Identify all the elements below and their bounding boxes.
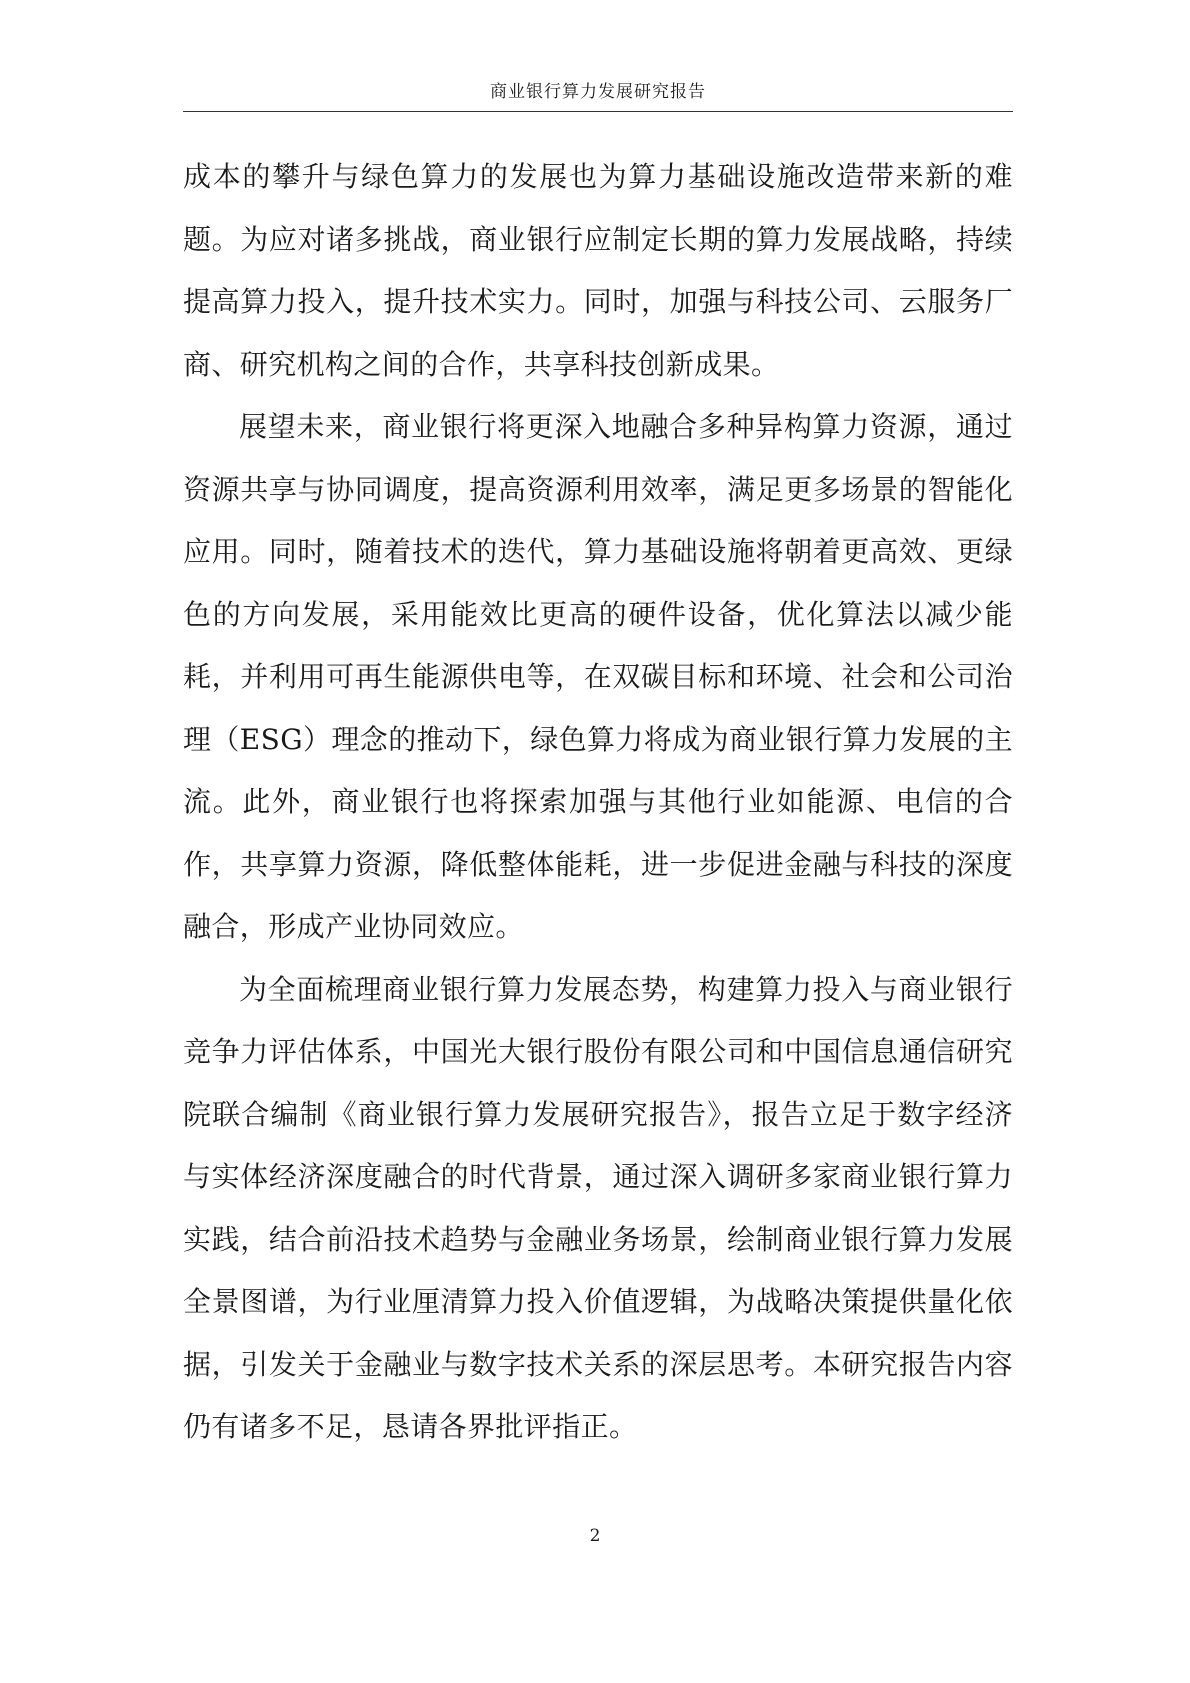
paragraph-outlook: 展望未来，商业银行将更深入地融合多种异构算力资源，通过资源共享与协同调度，提高资源利用效率，满足更多场景的智能化应用。同时，随着技术的迭代，算力基础设施将朝着更高效、更绿色的方向发展，采用能效比更高的硬件设备，优化算法以减少能耗，并利用可再生能源供电等，在双碳目标和环境、社会和公司治理（ESG）理念的推动下，绿色算力将成为商业银行算力发展的主流。此外，商业银行也将探索加强与其他行业如能源、电信的合作，共享算力资源，降低整体能耗，进一步促进金融与科技的深度融合，形成产业协同效应。 bbox=[183, 410, 1013, 943]
paragraph-challenges: 成本的攀升与绿色算力的发展也为算力基础设施改造带来新的难题。为应对诸多挑战，商业银行应制定长期的算力发展战略，持续提高算力投入，提升技术实力。同时，加强与科技公司、云服务厂商、研究机构之间的合作，共享科技创新成果。 bbox=[183, 160, 1013, 381]
paragraph-report-purpose: 为全面梳理商业银行算力发展态势，构建算力投入与商业银行竞争力评估体系，中国光大银行股份有限公司和中国信息通信研究院联合编制《商业银行算力发展研究报告》，报告立足于数字经济与实体经济深度融合的时代背景，通过深入调研多家商业银行算力实践，结合前沿技术趋势与金融业务场景，绘制商业银行算力发展全景图谱，为行业厘清算力投入价值逻辑，为战略决策提供量化依据，引发关于金融业与数字技术关系的深层思考。本研究报告内容仍有诸多不足，恳请各界批评指正。 bbox=[183, 972, 1013, 1443]
header-divider bbox=[183, 111, 1013, 112]
running-header-title: 商业银行算力发展研究报告 bbox=[490, 82, 706, 102]
page-number: 2 bbox=[589, 1526, 601, 1546]
report-body bbox=[183, 146, 1013, 1459]
